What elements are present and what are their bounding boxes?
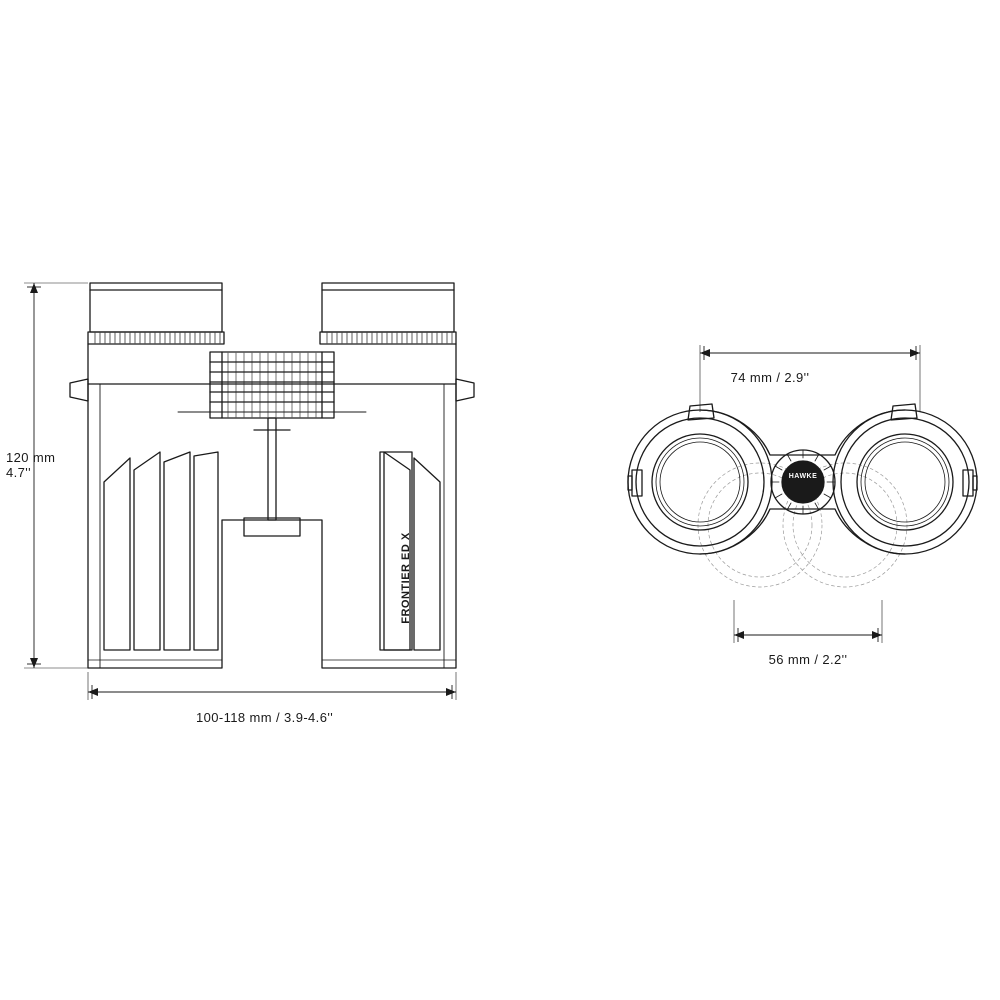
hinge-bridge: [244, 418, 300, 536]
body-inner-seams: [100, 384, 444, 668]
left-strap-lug: [628, 470, 642, 496]
brand-label: HAWKE: [788, 473, 818, 480]
right-barrel-ribs: [327, 333, 452, 343]
width-dimension-label: 100-118 mm / 3.9-4.6'': [196, 710, 334, 725]
height-dimension-label-in: 4.7'': [6, 465, 32, 480]
hawke-badge: [782, 461, 824, 503]
inner-width-dimension: [734, 600, 882, 643]
right-objective-barrel: [320, 283, 456, 344]
hinge-cover: [688, 404, 917, 420]
front-view-dimensions: [24, 283, 456, 700]
left-grip-panel: [104, 452, 218, 650]
outer-width-dimension-label: 74 mm / 2.9'': [730, 370, 810, 385]
left-hinge-tab: [70, 379, 88, 401]
left-barrel-ribs: [95, 333, 220, 343]
height-dimension-label-mm: 120 mm: [6, 450, 56, 465]
focus-wheel: [210, 352, 334, 418]
front-view-group: [70, 283, 474, 668]
height-dimension-label: [6, 450, 68, 480]
right-eyecup-housing: [833, 410, 977, 554]
product-name-label: FRONTIER ED X: [400, 532, 412, 624]
inner-width-dimension-label: 56 mm / 2.2'': [768, 652, 848, 667]
left-objective-barrel: [88, 283, 224, 344]
right-strap-lug: [963, 470, 977, 496]
right-hinge-tab: [456, 379, 474, 401]
eyepiece-view-group: [628, 404, 977, 587]
width-dimension: [88, 672, 456, 700]
left-eyecup-housing: [628, 410, 772, 554]
